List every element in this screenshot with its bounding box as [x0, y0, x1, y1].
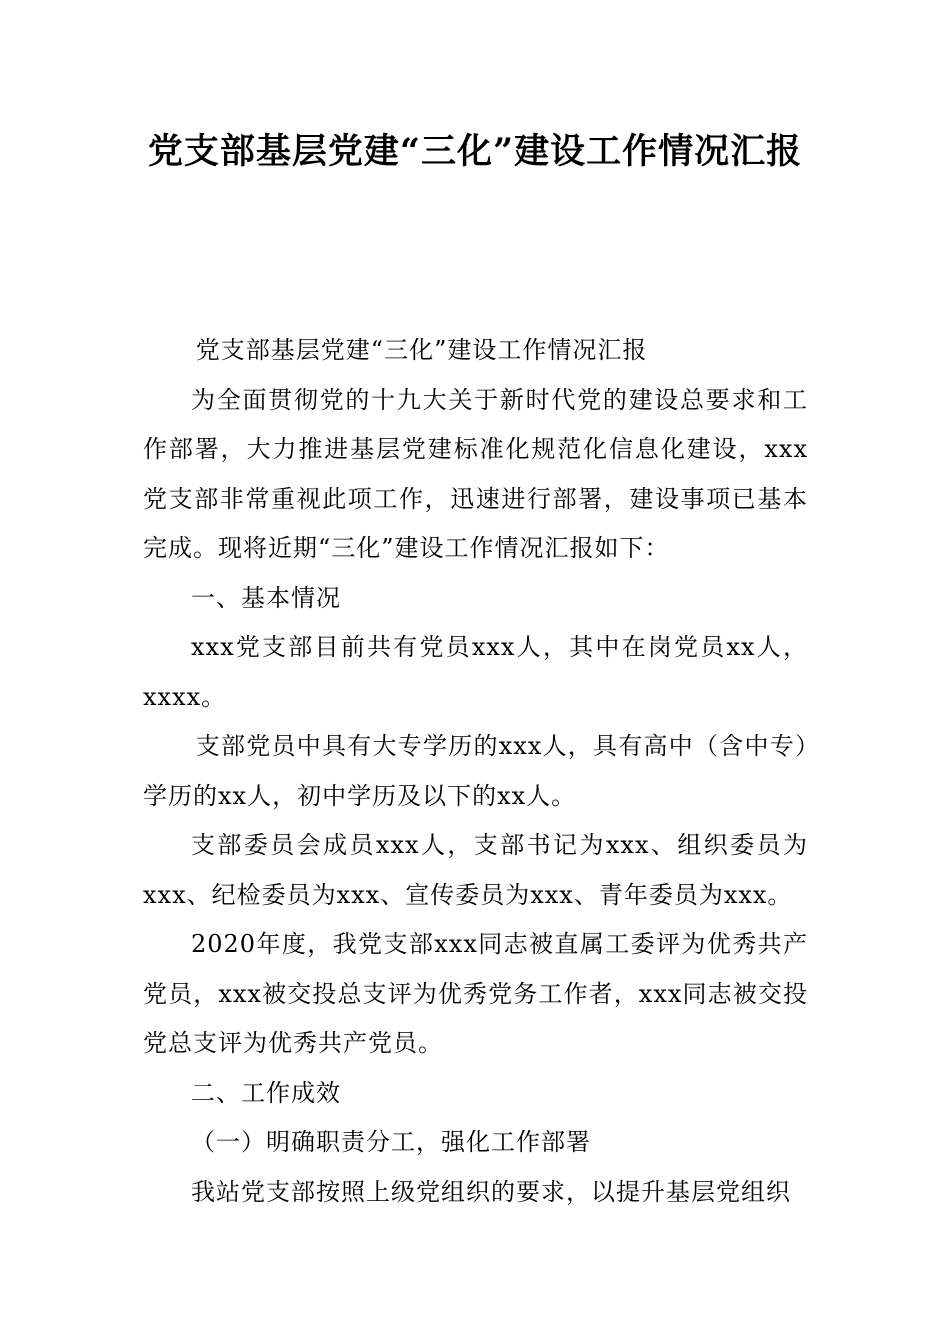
body-paragraph: 我站党支部按照上级党组织的要求，以提升基层党组织: [191, 1177, 791, 1206]
section-heading-basic-situation: 一、基本情况: [191, 583, 341, 612]
document-title: 党支部基层党建“三化”建设工作情况汇报: [147, 131, 803, 172]
education-paragraph: 支部党员中具有大专学历的xxx人，具有高中（含中专）学历的xx人，初中学历及以下的xx人。: [143, 732, 808, 810]
section-heading-results: 二、工作成效: [191, 1078, 341, 1107]
subtitle-paragraph: 党支部基层党建“三化”建设工作情况汇报: [195, 336, 648, 364]
intro-paragraph: 为全面贯彻党的十九大关于新时代党的建设总要求和工作部署，大力推进基层党建标准化规范化信息化建设，xxx党支部非常重视此项工作，迅速进行部署，建设事项已基本完成。现将近期“三化”建设工作情况汇报如下：: [143, 385, 808, 562]
subsection-heading-responsibilities: （一）明确职责分工，强化工作部署: [191, 1128, 591, 1156]
committee-paragraph: 支部委员会成员xxx人，支部书记为xxx、组织委员为xxx、纪检委员为xxx、宣传委员为xxx、青年委员为xxx。: [143, 831, 808, 909]
member-count-paragraph: xxx党支部目前共有党员xxx人，其中在岗党员xx人，xxxx。: [143, 633, 808, 711]
document-body: [143, 326, 808, 1217]
awards-paragraph: 2020年度，我党支部xxx同志被直属工委评为优秀共产党员，xxx被交投总支评为优秀党务工作者，xxx同志被交投党总支评为优秀共产党员。: [143, 930, 808, 1057]
